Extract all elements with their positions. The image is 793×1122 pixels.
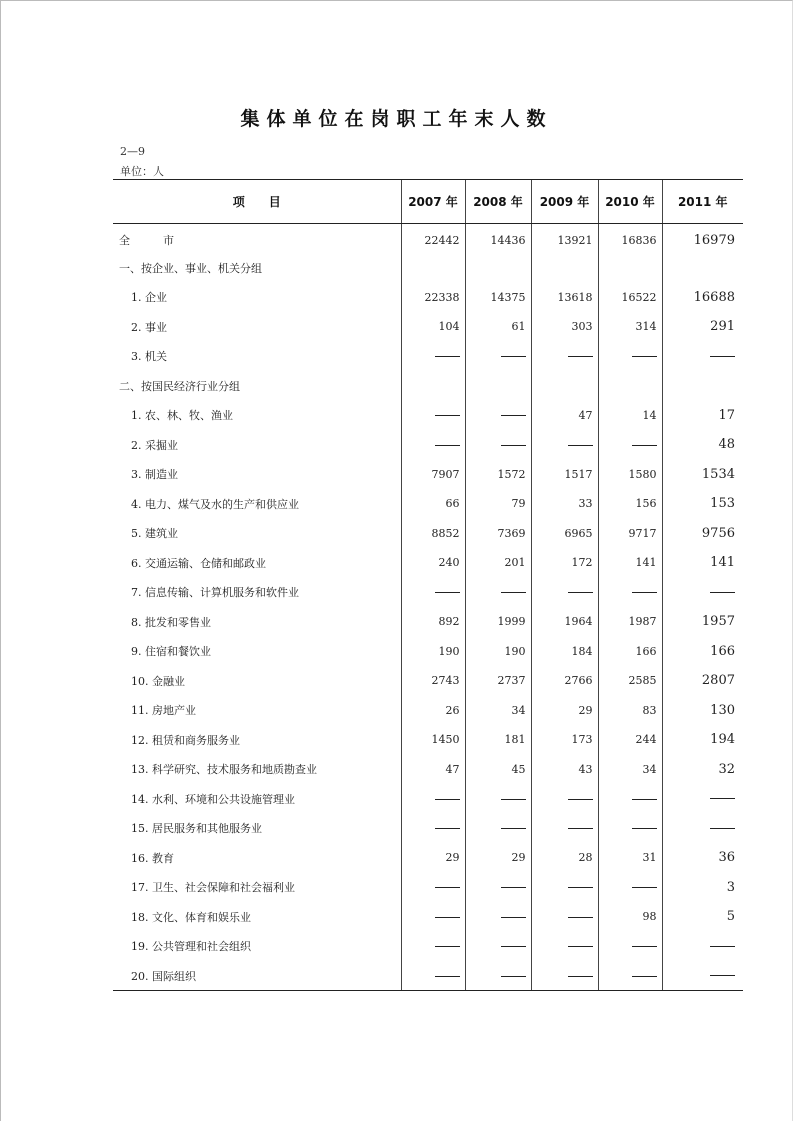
- table-row: [113, 430, 743, 460]
- row-label: 14. 水利、环境和公共设施管理业: [131, 792, 295, 806]
- cell-value: [401, 253, 465, 283]
- empty-dash: [531, 932, 598, 962]
- cell-value: 2585: [598, 666, 662, 696]
- empty-dash: [662, 932, 743, 962]
- cell-value: 1450: [401, 725, 465, 755]
- cell-value: [662, 253, 743, 283]
- cell-value: 141: [662, 548, 743, 578]
- empty-dash: [465, 902, 531, 932]
- row-label: 15. 居民服务和其他服务业: [131, 822, 262, 836]
- cell-value: 194: [662, 725, 743, 755]
- dash-mark: [435, 887, 460, 888]
- cell-value: 892: [401, 607, 465, 637]
- empty-dash: [598, 961, 662, 991]
- empty-dash: [598, 784, 662, 814]
- cell-value: 83: [598, 696, 662, 726]
- table-number: 2—9: [120, 145, 145, 158]
- cell-value: [598, 253, 662, 283]
- cell-value: 28: [531, 843, 598, 873]
- cell-value: 9717: [598, 519, 662, 549]
- table-row: [113, 548, 743, 578]
- cell-value: 1999: [465, 607, 531, 637]
- dash-mark: [501, 976, 526, 977]
- dash-mark: [501, 445, 526, 446]
- row-label: 7. 信息传输、计算机服务和软件业: [131, 586, 299, 600]
- empty-dash: [401, 932, 465, 962]
- dash-mark: [632, 976, 657, 977]
- cell-value: 8852: [401, 519, 465, 549]
- cell-value: 66: [401, 489, 465, 519]
- cell-value: 130: [662, 696, 743, 726]
- row-label: 一、按企业、事业、机关分组: [119, 261, 262, 275]
- cell-value: 43: [531, 755, 598, 785]
- cell-value: 33: [531, 489, 598, 519]
- cell-value: 1580: [598, 460, 662, 490]
- cell-value: [598, 371, 662, 401]
- table-row: [113, 460, 743, 490]
- empty-dash: [531, 784, 598, 814]
- cell-value: 314: [598, 312, 662, 342]
- row-label: 3. 机关: [131, 350, 167, 364]
- empty-dash: [598, 814, 662, 844]
- empty-dash: [598, 873, 662, 903]
- empty-dash: [465, 430, 531, 460]
- cell-value: 190: [401, 637, 465, 667]
- cell-value: 240: [401, 548, 465, 578]
- cell-value: 47: [401, 755, 465, 785]
- cell-value: 303: [531, 312, 598, 342]
- cell-value: 9756: [662, 519, 743, 549]
- cell-value: 5: [662, 902, 743, 932]
- table-row: [113, 873, 743, 903]
- dash-mark: [501, 917, 526, 918]
- header-row: [113, 180, 743, 224]
- row-label: 9. 住宿和餐饮业: [131, 645, 211, 659]
- empty-dash: [401, 578, 465, 608]
- table-row: [113, 902, 743, 932]
- cell-value: 1572: [465, 460, 531, 490]
- dash-mark: [435, 828, 460, 829]
- empty-dash: [465, 961, 531, 991]
- table-row: [113, 961, 743, 991]
- empty-dash: [531, 342, 598, 372]
- unit-label: 单位：人: [120, 165, 164, 178]
- table-row: [113, 342, 743, 372]
- cell-value: [531, 253, 598, 283]
- table-row: [113, 784, 743, 814]
- row-label: 1. 企业: [131, 291, 167, 305]
- table-body: [113, 224, 743, 991]
- dash-mark: [632, 828, 657, 829]
- dash-mark: [435, 592, 460, 593]
- cell-value: 2743: [401, 666, 465, 696]
- empty-dash: [401, 873, 465, 903]
- empty-dash: [531, 961, 598, 991]
- row-label: 10. 金融业: [131, 674, 185, 688]
- cell-value: 1964: [531, 607, 598, 637]
- cell-value: 98: [598, 902, 662, 932]
- empty-dash: [401, 784, 465, 814]
- header-year: 2008 年: [465, 180, 531, 224]
- cell-value: 184: [531, 637, 598, 667]
- empty-dash: [662, 784, 743, 814]
- empty-dash: [662, 814, 743, 844]
- empty-dash: [465, 873, 531, 903]
- row-label: 2. 采掘业: [131, 438, 178, 452]
- dash-mark: [632, 946, 657, 947]
- empty-dash: [401, 401, 465, 431]
- dash-mark: [501, 799, 526, 800]
- cell-value: 7907: [401, 460, 465, 490]
- cell-value: 1957: [662, 607, 743, 637]
- cell-value: [465, 253, 531, 283]
- dash-mark: [568, 445, 593, 446]
- table-row: [113, 489, 743, 519]
- empty-dash: [465, 814, 531, 844]
- cell-value: 29: [465, 843, 531, 873]
- empty-dash: [662, 342, 743, 372]
- empty-dash: [531, 902, 598, 932]
- table-row: [113, 519, 743, 549]
- row-label: 5. 建筑业: [131, 527, 178, 541]
- dash-mark: [501, 946, 526, 947]
- empty-dash: [401, 342, 465, 372]
- dash-mark: [435, 445, 460, 446]
- dash-mark: [568, 946, 593, 947]
- cell-value: [401, 371, 465, 401]
- cell-value: 47: [531, 401, 598, 431]
- cell-value: 104: [401, 312, 465, 342]
- dash-mark: [632, 356, 657, 357]
- cell-value: 16979: [662, 224, 743, 254]
- table-row: [113, 755, 743, 785]
- cell-value: [531, 371, 598, 401]
- dash-mark: [632, 799, 657, 800]
- header-year: 2007 年: [401, 180, 465, 224]
- dash-mark: [501, 592, 526, 593]
- cell-value: 2807: [662, 666, 743, 696]
- row-label: 二、按国民经济行业分组: [119, 379, 240, 393]
- cell-value: 22338: [401, 283, 465, 313]
- dash-mark: [435, 356, 460, 357]
- dash-mark: [710, 592, 735, 593]
- dash-mark: [435, 917, 460, 918]
- table-row: [113, 932, 743, 962]
- header-year: 2011 年: [662, 180, 743, 224]
- header-item: 项 目: [113, 180, 401, 224]
- cell-value: 22442: [401, 224, 465, 254]
- row-label: 3. 制造业: [131, 468, 178, 482]
- cell-value: 190: [465, 637, 531, 667]
- cell-value: 61: [465, 312, 531, 342]
- cell-value: 3: [662, 873, 743, 903]
- cell-value: 79: [465, 489, 531, 519]
- empty-dash: [598, 578, 662, 608]
- cell-value: 34: [465, 696, 531, 726]
- cell-value: 166: [598, 637, 662, 667]
- dash-mark: [501, 356, 526, 357]
- dash-mark: [435, 946, 460, 947]
- dash-mark: [710, 946, 735, 947]
- empty-dash: [465, 578, 531, 608]
- cell-value: 2766: [531, 666, 598, 696]
- table-row: [113, 696, 743, 726]
- cell-value: 13921: [531, 224, 598, 254]
- cell-value: 244: [598, 725, 662, 755]
- table-row: [113, 637, 743, 667]
- cell-value: 45: [465, 755, 531, 785]
- row-label: 1. 农、林、牧、渔业: [131, 409, 233, 423]
- table-row: [113, 283, 743, 313]
- dash-mark: [632, 592, 657, 593]
- page-title: 集体单位在岗职工年末人数: [240, 108, 553, 130]
- dash-mark: [568, 828, 593, 829]
- cell-value: [662, 371, 743, 401]
- cell-value: 1987: [598, 607, 662, 637]
- cell-value: 16688: [662, 283, 743, 313]
- row-label: 8. 批发和零售业: [131, 615, 211, 629]
- cell-value: 291: [662, 312, 743, 342]
- cell-value: 32: [662, 755, 743, 785]
- dash-mark: [568, 592, 593, 593]
- cell-value: 166: [662, 637, 743, 667]
- row-label: 2. 事业: [131, 320, 167, 334]
- dash-mark: [568, 356, 593, 357]
- cell-value: 173: [531, 725, 598, 755]
- cell-value: 156: [598, 489, 662, 519]
- row-label: 16. 教育: [131, 851, 174, 865]
- cell-value: 31: [598, 843, 662, 873]
- dash-mark: [710, 798, 735, 799]
- empty-dash: [531, 578, 598, 608]
- empty-dash: [662, 961, 743, 991]
- empty-dash: [662, 578, 743, 608]
- row-label: 11. 房地产业: [131, 704, 196, 718]
- row-label: 17. 卫生、社会保障和社会福利业: [131, 881, 295, 895]
- table-row: [113, 401, 743, 431]
- dash-mark: [501, 887, 526, 888]
- cell-value: 1534: [662, 460, 743, 490]
- statistics-table: [113, 179, 743, 991]
- row-label: 18. 文化、体育和娱乐业: [131, 910, 251, 924]
- row-label: 6. 交通运输、仓储和邮政业: [131, 556, 266, 570]
- dash-mark: [710, 828, 735, 829]
- header-year: 2010 年: [598, 180, 662, 224]
- empty-dash: [531, 873, 598, 903]
- dash-mark: [632, 887, 657, 888]
- cell-value: 48: [662, 430, 743, 460]
- row-label: 20. 国际组织: [113, 961, 401, 991]
- cell-value: 1517: [531, 460, 598, 490]
- cell-value: 29: [401, 843, 465, 873]
- table-row: [113, 253, 743, 283]
- table-row: [113, 607, 743, 637]
- dash-mark: [710, 975, 735, 976]
- dash-mark: [435, 415, 460, 416]
- cell-value: 17: [662, 401, 743, 431]
- row-label: 19. 公共管理和社会组织: [131, 940, 251, 954]
- dash-mark: [568, 976, 593, 977]
- dash-mark: [435, 799, 460, 800]
- cell-value: 26: [401, 696, 465, 726]
- dash-mark: [632, 445, 657, 446]
- empty-dash: [465, 932, 531, 962]
- cell-value: 14: [598, 401, 662, 431]
- row-label: 全 市: [119, 234, 174, 247]
- dash-mark: [568, 917, 593, 918]
- cell-value: [465, 371, 531, 401]
- table-row: [113, 814, 743, 844]
- empty-dash: [598, 342, 662, 372]
- cell-value: 201: [465, 548, 531, 578]
- empty-dash: [401, 814, 465, 844]
- empty-dash: [598, 932, 662, 962]
- row-label: 13. 科学研究、技术服务和地质勘查业: [131, 763, 317, 777]
- dash-mark: [568, 799, 593, 800]
- cell-value: 6965: [531, 519, 598, 549]
- empty-dash: [531, 430, 598, 460]
- empty-dash: [401, 961, 465, 991]
- cell-value: 181: [465, 725, 531, 755]
- cell-value: 16836: [598, 224, 662, 254]
- dash-mark: [568, 887, 593, 888]
- table-row: [113, 224, 743, 254]
- empty-dash: [401, 902, 465, 932]
- cell-value: 2737: [465, 666, 531, 696]
- cell-value: 13618: [531, 283, 598, 313]
- cell-value: 7369: [465, 519, 531, 549]
- dash-mark: [435, 976, 460, 977]
- empty-dash: [465, 342, 531, 372]
- cell-value: 153: [662, 489, 743, 519]
- cell-value: 172: [531, 548, 598, 578]
- cell-value: 16522: [598, 283, 662, 313]
- empty-dash: [531, 814, 598, 844]
- cell-value: 34: [598, 755, 662, 785]
- cell-value: 14436: [465, 224, 531, 254]
- table-row: [113, 725, 743, 755]
- table-row: [113, 666, 743, 696]
- empty-dash: [598, 430, 662, 460]
- cell-value: 141: [598, 548, 662, 578]
- table-row: [113, 312, 743, 342]
- empty-dash: [465, 784, 531, 814]
- empty-dash: [401, 430, 465, 460]
- cell-value: 29: [531, 696, 598, 726]
- table-row: [113, 843, 743, 873]
- table-row: [113, 578, 743, 608]
- dash-mark: [501, 828, 526, 829]
- header-year: 2009 年: [531, 180, 598, 224]
- row-label: 4. 电力、煤气及水的生产和供应业: [131, 497, 299, 511]
- dash-mark: [710, 356, 735, 357]
- cell-value: 14375: [465, 283, 531, 313]
- cell-value: 36: [662, 843, 743, 873]
- dash-mark: [501, 415, 526, 416]
- empty-dash: [465, 401, 531, 431]
- row-label: 12. 租赁和商务服务业: [131, 733, 240, 747]
- table-row: [113, 371, 743, 401]
